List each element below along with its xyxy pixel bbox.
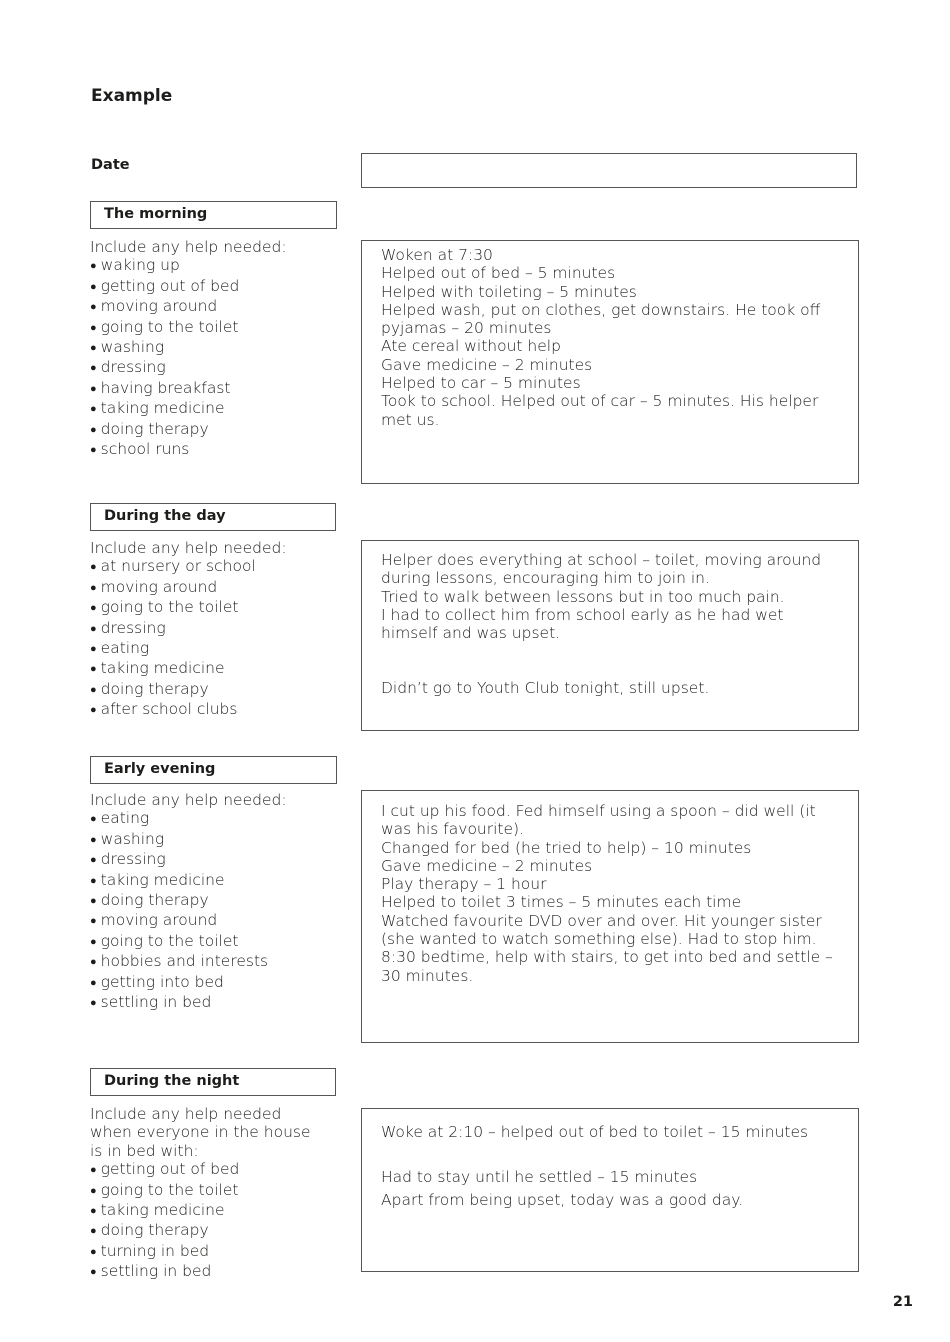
- answer-line: Play therapy – 1 hour: [381, 875, 547, 894]
- answer-line: Helped to car – 5 minutes: [381, 374, 581, 393]
- answer-line: Woke at 2:10 – helped out of bed to toilet – 15 minutes: [381, 1123, 809, 1141]
- list-item: ● going to the toilet: [90, 598, 330, 618]
- list-item: ● eating: [90, 809, 330, 829]
- answer-line: Gave medicine – 2 minutes: [381, 355, 593, 374]
- answer-line: I cut up his food. Fed himself using a spoon – did well (it was his favourite).: [381, 802, 816, 839]
- list-item: ● waking up: [90, 256, 330, 276]
- list-item: ● doing therapy: [90, 420, 330, 440]
- list-item: ● moving around: [90, 578, 330, 598]
- answer-line: Took to school. Helped out of car – 5 minutes. His helper met us.: [381, 392, 819, 429]
- section-title-morning: The morning: [90, 201, 337, 229]
- section-title-day: During the day: [90, 503, 336, 531]
- list-item: ● dressing: [90, 619, 330, 639]
- answer-line: Apart from being upset, today was a good day.: [381, 1190, 744, 1209]
- list-item: ● school runs: [90, 440, 330, 460]
- answer-box-day[interactable]: [361, 540, 859, 731]
- answer-line: I had to collect him from school early as he had wet himself and was upset.: [381, 605, 784, 643]
- list-item: ● after school clubs: [90, 700, 330, 720]
- list-item: ● getting out of bed: [90, 1160, 325, 1180]
- list-item: ● taking medicine: [90, 871, 330, 891]
- list-item: ● taking medicine: [90, 399, 330, 419]
- prompt-list: [90, 809, 330, 1013]
- section-prompt-day: [90, 539, 330, 721]
- list-item: ● taking medicine: [90, 659, 330, 679]
- prompt-list: [90, 557, 330, 720]
- answer-line: Helped with toileting – 5 minutes: [381, 282, 637, 301]
- list-item: ● taking medicine: [90, 1201, 325, 1221]
- list-item: ● dressing: [90, 358, 330, 378]
- answer-line: Helped to toilet 3 times – 5 minutes each time: [381, 893, 742, 912]
- prompt-list: [90, 256, 330, 460]
- date-field[interactable]: [361, 153, 857, 188]
- answer-line: Changed for bed (he tried to help) – 10 minutes: [381, 838, 752, 857]
- list-item: ● going to the toilet: [90, 932, 330, 952]
- list-item: ● settling in bed: [90, 993, 330, 1013]
- page-heading: Example: [91, 86, 173, 106]
- answer-line: Woken at 7:30: [381, 246, 493, 264]
- list-item: ● doing therapy: [90, 891, 330, 911]
- answer-line: Tried to walk between lessons but in too much pain.: [381, 587, 785, 606]
- list-item: ● moving around: [90, 297, 330, 317]
- list-item: ● washing: [90, 830, 330, 850]
- section-prompt-morning: [90, 238, 330, 460]
- prompt-intro: Include any help needed:: [90, 238, 287, 256]
- date-label: Date: [91, 157, 130, 173]
- prompt-intro: Include any help needed:: [90, 539, 287, 557]
- answer-line: Didn’t go to Youth Club tonight, still upset.: [381, 679, 710, 698]
- prompt-intro: Include any help needed when everyone in the house is in bed with:: [90, 1105, 311, 1160]
- list-item: ● turning in bed: [90, 1242, 325, 1262]
- list-item: ● getting into bed: [90, 973, 330, 993]
- answer-line: 8:30 bedtime, help with stairs, to get into bed and settle – 30 minutes.: [381, 948, 833, 985]
- list-item: ● getting out of bed: [90, 277, 330, 297]
- answer-line: Gave medicine – 2 minutes: [381, 856, 593, 875]
- prompt-list: [90, 1160, 325, 1282]
- section-title-night: During the night: [90, 1068, 336, 1096]
- answer-box-evening[interactable]: [361, 790, 859, 1043]
- answer-line: Helper does everything at school – toilet, moving around during lessons, encouraging him to join in.: [381, 551, 822, 588]
- section-prompt-night: [90, 1105, 325, 1283]
- answer-line: Had to stay until he settled – 15 minutes: [381, 1168, 698, 1187]
- list-item: ● eating: [90, 639, 330, 659]
- section-title-evening: Early evening: [90, 756, 337, 784]
- list-item: ● washing: [90, 338, 330, 358]
- list-item: ● going to the toilet: [90, 1181, 325, 1201]
- list-item: ● hobbies and interests: [90, 952, 330, 972]
- list-item: ● at nursery or school: [90, 557, 330, 577]
- list-item: ● doing therapy: [90, 680, 330, 700]
- page-number: 21: [892, 1294, 913, 1310]
- list-item: ● settling in bed: [90, 1262, 325, 1282]
- answer-line: Helped wash, put on clothes, get downstairs. He took off pyjamas – 20 minutes: [381, 300, 821, 338]
- answer-box-morning[interactable]: [361, 240, 859, 484]
- list-item: ● going to the toilet: [90, 318, 330, 338]
- answer-line: Watched favourite DVD over and over. Hit younger sister (she wanted to watch something else). Had to stop him.: [381, 911, 822, 949]
- answer-line: Helped out of bed – 5 minutes: [381, 264, 616, 283]
- prompt-intro: Include any help needed:: [90, 791, 287, 809]
- answer-line: Ate cereal without help: [381, 337, 561, 356]
- answer-box-night[interactable]: [361, 1108, 859, 1272]
- list-item: ● dressing: [90, 850, 330, 870]
- section-prompt-evening: [90, 791, 330, 1013]
- list-item: ● having breakfast: [90, 379, 330, 399]
- list-item: ● doing therapy: [90, 1221, 325, 1241]
- list-item: ● moving around: [90, 911, 330, 931]
